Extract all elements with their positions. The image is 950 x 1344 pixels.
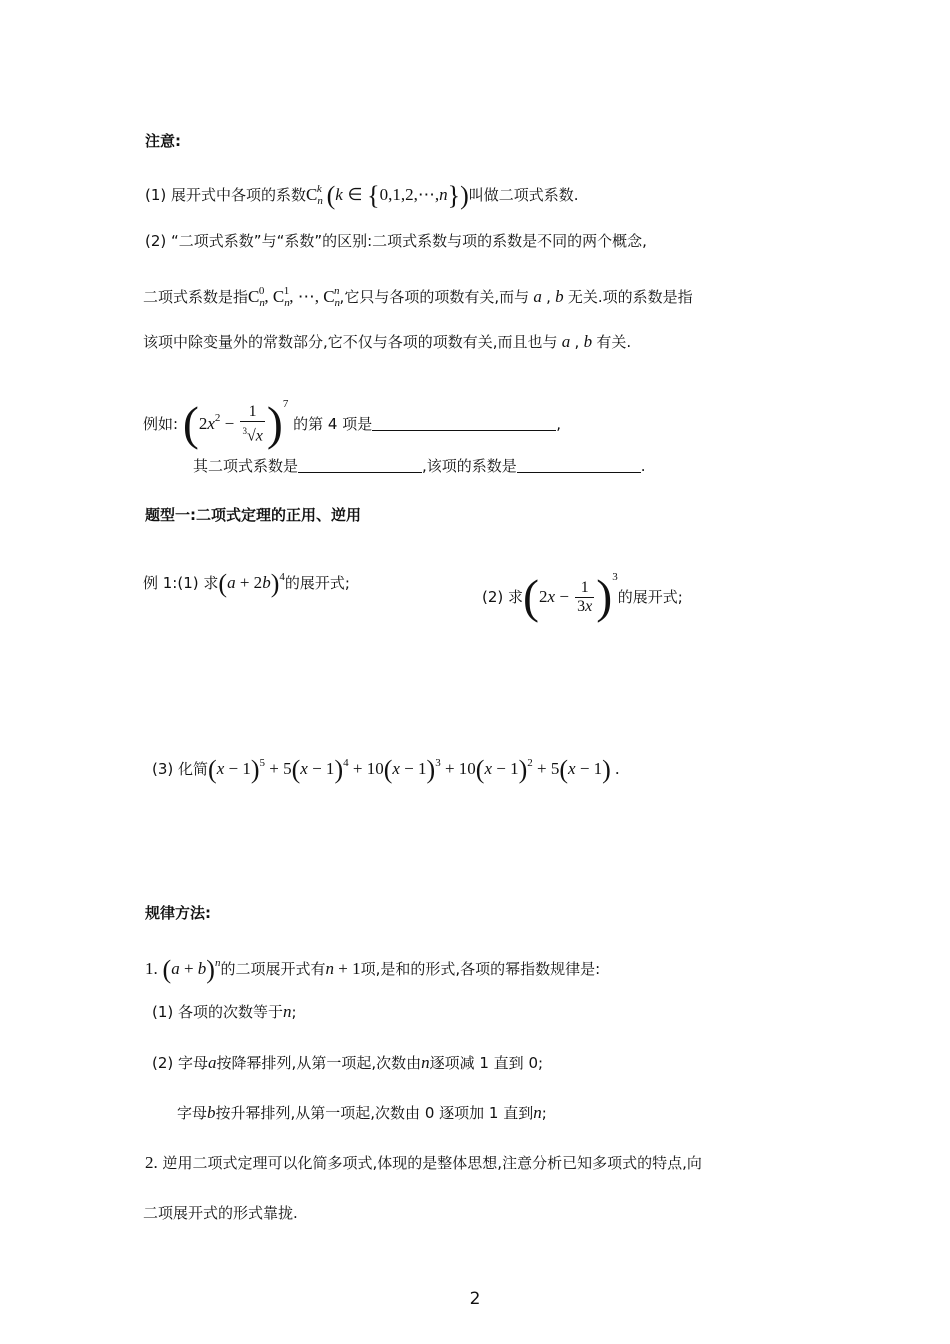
answer-blank-binomial-coefficient[interactable] — [298, 456, 422, 473]
example-line: 例如: ($2x^2$ − $\frac{1}{^3√x}$ )$^7$ 的第 4 项是 , — [143, 397, 561, 451]
note-item-2: (2) “二项式系数”与“系数”的区别:二项式系数与项的系数是不同的两个概念, — [145, 232, 647, 250]
method-point-1-1: (1) 各项的次数等于n; — [152, 1002, 297, 1021]
example1-q2: (2) 求(2x − $\frac{1}{3x}$ )$^3$的展开式; — [482, 570, 683, 624]
note-heading: 注意: — [145, 132, 181, 150]
method-point-2: 2. 逆用二项式定理可以化简多项式,体现的是整体思想,注意分析已知多项式的特点,向 — [145, 1153, 702, 1172]
section1-heading: 题型一:二项式定理的正用、逆用 — [145, 506, 362, 524]
method-point-1-3: 字母b按升幂排列,从第一项起,次数由 0 逐项加 1 直到n; — [177, 1103, 547, 1122]
note-line-4: 该项中除变量外的常数部分,它不仅与各项的项数有关,而且也与 a , b 有关. — [143, 332, 632, 351]
answer-blank-coefficient[interactable] — [517, 456, 641, 473]
method-point-1-2: (2) 字母a按降幂排列,从第一项起,次数由n逐项减 1 直到 0; — [152, 1053, 544, 1072]
note-line-3: 二项式系数是指$C_n^0$, $C_n^1$, ⋯, $C_n^n$,它只与各项的项数有关,而与 a , b 无关.项的系数是指 — [143, 285, 693, 309]
method-point-1: 1. $(a + b)^n$的二项展开式有n + 1项,是和的形式,各项的幂指数规律是: — [145, 955, 601, 984]
example1-q3: (3) 化简$(x - 1)^5 + 5(x - 1)^4 + 10(x - 1)^3 + 10(x - 1)^2 + 5(x - 1)$ . — [152, 755, 620, 784]
note-item-1: (1) 展开式中各项的系数$C_n^k$ (k ∈ {0,1,2,⋯,n})叫做二项式系数. — [145, 181, 579, 210]
method-point-2-cont: 二项展开式的形式靠拢. — [143, 1204, 298, 1222]
method-heading: 规律方法: — [145, 904, 211, 922]
answer-blank-term[interactable] — [372, 414, 556, 431]
example1-q1: 例 1:(1) 求$(a + 2b)^4$的展开式; — [143, 569, 350, 598]
page-number: 2 — [469, 1289, 481, 1309]
example-line-2: 其二项式系数是 ,该项的系数是 . — [193, 457, 646, 475]
